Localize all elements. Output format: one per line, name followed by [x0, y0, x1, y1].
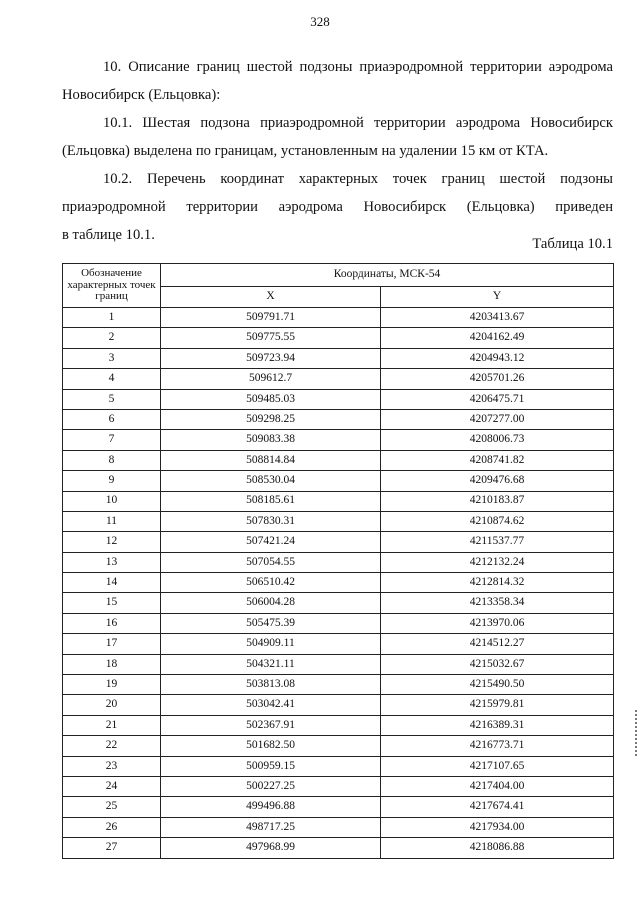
- table-row: [63, 654, 614, 674]
- paragraph-10-2-line-1: 10.2. Перечень координат характерных точек границ шестой подзоны: [103, 171, 613, 187]
- x-coordinate-cell: 509083.38: [161, 430, 381, 450]
- table-row: [63, 369, 614, 389]
- x-coordinate-cell: 502367.91: [161, 715, 381, 735]
- x-coordinate-cell: 509723.94: [161, 348, 381, 368]
- y-coordinate-cell: 4208741.82: [381, 450, 614, 470]
- table-row: [63, 797, 614, 817]
- table-row: [63, 430, 614, 450]
- table-row: [63, 409, 614, 429]
- point-number-cell: 20: [63, 695, 161, 715]
- x-coordinate-cell: 509485.03: [161, 389, 381, 409]
- y-coordinate-cell: 4206475.71: [381, 389, 614, 409]
- point-number-cell: 22: [63, 736, 161, 756]
- y-coordinate-cell: 4216389.31: [381, 715, 614, 735]
- point-number-cell: 2: [63, 328, 161, 348]
- x-coordinate-cell: 508185.61: [161, 491, 381, 511]
- y-coordinate-cell: 4210874.62: [381, 511, 614, 531]
- point-number-cell: 4: [63, 369, 161, 389]
- y-coordinate-cell: 4212814.32: [381, 573, 614, 593]
- table-row: [63, 511, 614, 531]
- point-number-cell: 14: [63, 573, 161, 593]
- table-row: [63, 348, 614, 368]
- document-body: [62, 59, 613, 243]
- y-coordinate-cell: 4213358.34: [381, 593, 614, 613]
- x-coordinate-cell: 508530.04: [161, 471, 381, 491]
- table-row: [63, 736, 614, 756]
- paragraph-10-2-line-3: в таблице 10.1.: [62, 227, 155, 243]
- table-row: [63, 450, 614, 470]
- table-row: [63, 817, 614, 837]
- point-number-cell: 23: [63, 756, 161, 776]
- table-row: [63, 776, 614, 796]
- point-number-cell: 19: [63, 675, 161, 695]
- paragraph-10-line-1: 10. Описание границ шестой подзоны приаэродромной территории аэродрома: [103, 59, 613, 75]
- point-number-cell: 3: [63, 348, 161, 368]
- table-row: [63, 532, 614, 552]
- paragraph-10-1-line-1: 10.1. Шестая подзона приаэродромной территории аэродрома Новосибирск: [103, 115, 613, 131]
- point-number-cell: 18: [63, 654, 161, 674]
- table-row: [63, 613, 614, 633]
- point-number-cell: 25: [63, 797, 161, 817]
- point-number-cell: 26: [63, 817, 161, 837]
- y-coordinate-cell: 4205701.26: [381, 369, 614, 389]
- y-coordinate-cell: 4204162.49: [381, 328, 614, 348]
- y-coordinate-cell: 4215490.50: [381, 675, 614, 695]
- point-number-cell: 21: [63, 715, 161, 735]
- x-coordinate-cell: 508814.84: [161, 450, 381, 470]
- x-coordinate-cell: 498717.25: [161, 817, 381, 837]
- table-row: [63, 471, 614, 491]
- point-number-cell: 12: [63, 532, 161, 552]
- header-points: Обозначение характерных точек границ: [63, 264, 161, 308]
- x-coordinate-cell: 500227.25: [161, 776, 381, 796]
- point-number-cell: 11: [63, 511, 161, 531]
- table-row: [63, 634, 614, 654]
- point-number-cell: 9: [63, 471, 161, 491]
- x-coordinate-cell: 503042.41: [161, 695, 381, 715]
- y-coordinate-cell: 4218086.88: [381, 838, 614, 858]
- y-coordinate-cell: 4203413.67: [381, 308, 614, 328]
- table-row: [63, 573, 614, 593]
- x-coordinate-cell: 499496.88: [161, 797, 381, 817]
- paragraph-10-2-line-2: приаэродромной территории аэродрома Новосибирск (Ельцовка) приведен: [62, 199, 613, 215]
- y-coordinate-cell: 4204943.12: [381, 348, 614, 368]
- y-coordinate-cell: 4211537.77: [381, 532, 614, 552]
- x-coordinate-cell: 509791.71: [161, 308, 381, 328]
- y-coordinate-cell: 4213970.06: [381, 613, 614, 633]
- point-number-cell: 7: [63, 430, 161, 450]
- x-coordinate-cell: 504909.11: [161, 634, 381, 654]
- paragraph-10-line-2: Новосибирск (Ельцовка):: [62, 87, 221, 103]
- header-coordinates: Координаты, МСК-54: [161, 264, 614, 287]
- point-number-cell: 5: [63, 389, 161, 409]
- y-coordinate-cell: 4210183.87: [381, 491, 614, 511]
- table-caption: Таблица 10.1: [532, 236, 613, 252]
- y-coordinate-cell: 4217934.00: [381, 817, 614, 837]
- table-row: [63, 389, 614, 409]
- point-number-cell: 13: [63, 552, 161, 572]
- point-number-cell: 8: [63, 450, 161, 470]
- point-number-cell: 15: [63, 593, 161, 613]
- point-number-cell: 10: [63, 491, 161, 511]
- table-row: [63, 552, 614, 572]
- table-row: [63, 328, 614, 348]
- header-x: X: [161, 287, 381, 308]
- y-coordinate-cell: 4207277.00: [381, 409, 614, 429]
- header-y: Y: [381, 287, 614, 308]
- x-coordinate-cell: 507054.55: [161, 552, 381, 572]
- table-body: [63, 308, 614, 859]
- x-coordinate-cell: 509775.55: [161, 328, 381, 348]
- point-number-cell: 16: [63, 613, 161, 633]
- y-coordinate-cell: 4217107.65: [381, 756, 614, 776]
- point-number-cell: 6: [63, 409, 161, 429]
- table-row: [63, 593, 614, 613]
- table-row: [63, 675, 614, 695]
- x-coordinate-cell: 506004.28: [161, 593, 381, 613]
- y-coordinate-cell: 4215032.67: [381, 654, 614, 674]
- page-number: 328: [310, 14, 330, 29]
- x-coordinate-cell: 507830.31: [161, 511, 381, 531]
- table-row: [63, 756, 614, 776]
- scan-margin-mark: [635, 710, 637, 756]
- table-row: [63, 308, 614, 328]
- y-coordinate-cell: 4209476.68: [381, 471, 614, 491]
- x-coordinate-cell: 505475.39: [161, 613, 381, 633]
- x-coordinate-cell: 500959.15: [161, 756, 381, 776]
- y-coordinate-cell: 4208006.73: [381, 430, 614, 450]
- table-row: [63, 838, 614, 858]
- y-coordinate-cell: 4214512.27: [381, 634, 614, 654]
- y-coordinate-cell: 4212132.24: [381, 552, 614, 572]
- x-coordinate-cell: 497968.99: [161, 838, 381, 858]
- x-coordinate-cell: 506510.42: [161, 573, 381, 593]
- x-coordinate-cell: 509298.25: [161, 409, 381, 429]
- paragraph-10-1-line-2: (Ельцовка) выделена по границам, установленным на удалении 15 км от КТА.: [62, 143, 549, 159]
- point-number-cell: 1: [63, 308, 161, 328]
- table-row: [63, 715, 614, 735]
- y-coordinate-cell: 4217674.41: [381, 797, 614, 817]
- point-number-cell: 27: [63, 838, 161, 858]
- y-coordinate-cell: 4215979.81: [381, 695, 614, 715]
- coordinates-table: [62, 263, 614, 859]
- table-row: [63, 491, 614, 511]
- x-coordinate-cell: 503813.08: [161, 675, 381, 695]
- x-coordinate-cell: 501682.50: [161, 736, 381, 756]
- x-coordinate-cell: 509612.7: [161, 369, 381, 389]
- point-number-cell: 17: [63, 634, 161, 654]
- x-coordinate-cell: 504321.11: [161, 654, 381, 674]
- y-coordinate-cell: 4216773.71: [381, 736, 614, 756]
- x-coordinate-cell: 507421.24: [161, 532, 381, 552]
- y-coordinate-cell: 4217404.00: [381, 776, 614, 796]
- table-row: [63, 695, 614, 715]
- point-number-cell: 24: [63, 776, 161, 796]
